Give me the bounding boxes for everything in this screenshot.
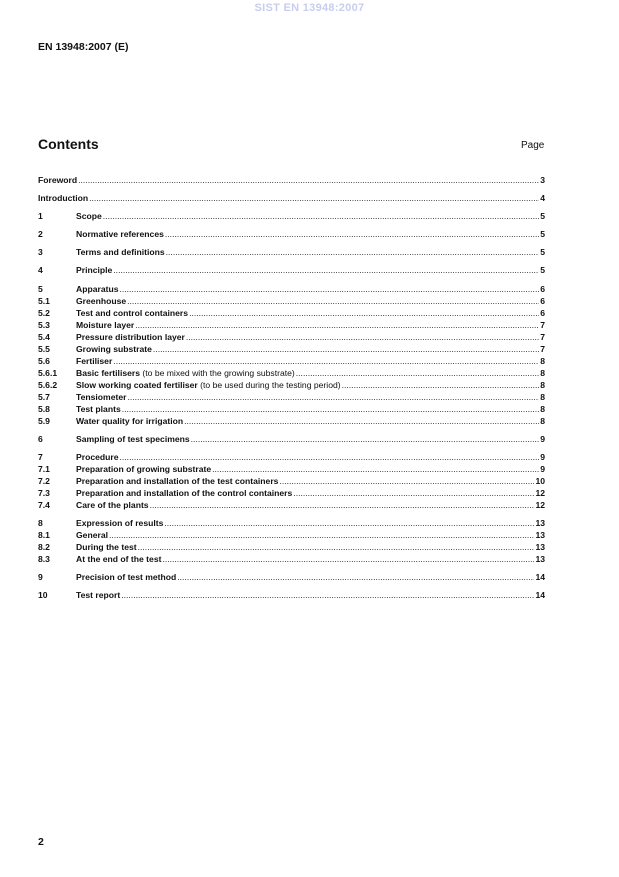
toc-entry-number: 4 bbox=[38, 265, 43, 275]
toc-entry[interactable] bbox=[38, 590, 545, 601]
toc-dot-leader bbox=[165, 229, 539, 240]
toc-dot-leader bbox=[127, 296, 539, 307]
toc-entry-page: 7 bbox=[540, 332, 545, 342]
toc-entry[interactable] bbox=[38, 542, 545, 553]
toc-entry-page: 13 bbox=[535, 530, 545, 540]
toc-entry-page: 12 bbox=[535, 500, 545, 510]
toc-entry-title: Test plants bbox=[76, 404, 121, 414]
toc-entry-title: Greenhouse bbox=[76, 296, 127, 306]
toc-entry-page: 5 bbox=[540, 211, 545, 221]
toc-entry-number: 5.6.2 bbox=[38, 380, 58, 390]
toc-entry[interactable] bbox=[38, 572, 545, 583]
toc-entry-label bbox=[76, 500, 149, 511]
toc-entry-label bbox=[76, 356, 112, 367]
toc-dot-leader bbox=[166, 247, 540, 258]
toc-entry-label bbox=[76, 404, 121, 415]
toc-entry-page: 6 bbox=[540, 296, 545, 306]
toc-dot-leader bbox=[113, 356, 539, 367]
toc-entry-title: Terms and definitions bbox=[76, 247, 165, 257]
toc-entry[interactable] bbox=[38, 344, 545, 355]
toc-dot-leader bbox=[120, 284, 540, 295]
toc-entry[interactable] bbox=[38, 434, 545, 445]
toc-entry[interactable] bbox=[38, 284, 545, 295]
toc-entry-number: 5.2 bbox=[38, 308, 50, 318]
toc-entry-page: 5 bbox=[540, 265, 545, 275]
toc-entry-number: 8.2 bbox=[38, 542, 50, 552]
toc-entry-page: 8 bbox=[540, 356, 545, 366]
toc-dot-leader bbox=[121, 590, 534, 601]
toc-entry-page: 9 bbox=[540, 452, 545, 462]
toc-entry-number: 6 bbox=[38, 434, 43, 444]
toc-entry-title: During the test bbox=[76, 542, 137, 552]
toc-entry-page: 13 bbox=[535, 542, 545, 552]
toc-dot-leader bbox=[103, 211, 539, 222]
toc-entry-title: Sampling of test specimens bbox=[76, 434, 190, 444]
toc-dot-leader bbox=[164, 518, 534, 529]
toc-entry-label bbox=[76, 434, 190, 445]
toc-entry-page: 9 bbox=[540, 464, 545, 474]
toc-entry-number: 5.5 bbox=[38, 344, 50, 354]
toc-entry-label bbox=[76, 572, 176, 583]
toc-entry-page: 8 bbox=[540, 416, 545, 426]
toc-entry-number: 5.6 bbox=[38, 356, 50, 366]
toc-entry-page: 8 bbox=[540, 380, 545, 390]
toc-entry-page: 7 bbox=[540, 320, 545, 330]
toc-entry-label bbox=[76, 265, 112, 276]
toc-dot-leader bbox=[153, 344, 539, 355]
toc-entry[interactable] bbox=[38, 229, 545, 240]
toc-entry-number: 3 bbox=[38, 247, 43, 257]
toc-entry-label bbox=[76, 308, 188, 319]
toc-entry-label bbox=[76, 380, 341, 391]
toc-dot-leader bbox=[150, 500, 535, 511]
toc-entry-page: 7 bbox=[540, 344, 545, 354]
toc-entry-note: (to be used during the testing period) bbox=[197, 380, 341, 390]
toc-entry[interactable] bbox=[38, 356, 545, 367]
toc-dot-leader bbox=[296, 368, 539, 379]
toc-entry-title: Principle bbox=[76, 265, 113, 275]
toc-entry[interactable] bbox=[38, 308, 545, 319]
toc-dot-leader bbox=[135, 320, 539, 331]
toc-entry-label bbox=[76, 542, 137, 553]
toc-entry-title: Moisture layer bbox=[76, 320, 135, 330]
toc-entry-page: 8 bbox=[540, 392, 545, 402]
toc-entry-title: Test and control containers bbox=[76, 308, 189, 318]
toc-entry-title: Fertiliser bbox=[76, 356, 113, 366]
toc-entry-page: 9 bbox=[540, 434, 545, 444]
toc-entry-number: 10 bbox=[38, 590, 48, 600]
toc-entry-label bbox=[76, 320, 134, 331]
toc-entry-number: 7.4 bbox=[38, 500, 50, 510]
toc-entry-title: Scope bbox=[76, 211, 102, 221]
toc-entry-page: 6 bbox=[540, 308, 545, 318]
toc-entry[interactable] bbox=[38, 380, 545, 391]
toc-entry[interactable] bbox=[38, 368, 545, 379]
toc-entry[interactable] bbox=[38, 193, 545, 204]
toc-entry-title: Procedure bbox=[76, 452, 119, 462]
toc-entry-title: Apparatus bbox=[76, 284, 119, 294]
toc-entry-number: 5 bbox=[38, 284, 43, 294]
toc-entry-number: 7 bbox=[38, 452, 43, 462]
toc-dot-leader bbox=[184, 416, 539, 427]
toc-entry-number: 7.1 bbox=[38, 464, 50, 474]
toc-entry-title: Basic fertilisers bbox=[76, 368, 141, 378]
toc-entry-number: 7.2 bbox=[38, 476, 50, 486]
toc-entry-label bbox=[76, 476, 278, 487]
toc-entry-title: Test report bbox=[76, 590, 121, 600]
toc-entry-title: Growing substrate bbox=[76, 344, 152, 354]
toc-entry-number: 5.6.1 bbox=[38, 368, 58, 378]
toc-dot-leader bbox=[78, 175, 539, 186]
toc-entry-label bbox=[76, 284, 119, 295]
toc-entry-title: Introduction bbox=[38, 193, 89, 203]
toc-entry-number: 8 bbox=[38, 518, 43, 528]
toc-entry[interactable] bbox=[38, 320, 545, 331]
toc-entry-number: 8.1 bbox=[38, 530, 50, 540]
toc-dot-leader bbox=[120, 452, 540, 463]
toc-entry-title: Preparation and installation of the control containers bbox=[76, 488, 293, 498]
toc-entry[interactable] bbox=[38, 332, 545, 343]
contents-title: Contents bbox=[38, 136, 99, 152]
toc-entry-label bbox=[38, 193, 88, 204]
toc-entry-label bbox=[76, 530, 108, 541]
toc-entry[interactable] bbox=[38, 476, 545, 487]
toc-entry-title: Preparation and installation of the test containers bbox=[76, 476, 279, 486]
toc-entry[interactable] bbox=[38, 416, 545, 427]
toc-entry-title: Slow working coated fertiliser bbox=[76, 380, 198, 390]
toc-dot-leader bbox=[127, 392, 539, 403]
toc-entry-number: 1 bbox=[38, 211, 43, 221]
toc-dot-leader bbox=[342, 380, 540, 391]
toc-entry-label bbox=[76, 344, 152, 355]
toc-entry-page: 12 bbox=[535, 488, 545, 498]
watermark: SIST EN 13948:2007 bbox=[254, 2, 365, 14]
toc-entry[interactable] bbox=[38, 518, 545, 529]
toc-entry[interactable] bbox=[38, 392, 545, 403]
toc-entry-label bbox=[76, 296, 126, 307]
toc-entry-title: Tensiometer bbox=[76, 392, 127, 402]
toc-entry-label bbox=[76, 416, 183, 427]
toc-entry[interactable] bbox=[38, 175, 545, 186]
toc-entry-title: Preparation of growing substrate bbox=[76, 464, 212, 474]
toc-entry-title: Pressure distribution layer bbox=[76, 332, 185, 342]
toc-dot-leader bbox=[122, 404, 539, 415]
toc-entry-page: 14 bbox=[535, 590, 545, 600]
toc-entry-page: 5 bbox=[540, 229, 545, 239]
toc-entry-title: Precision of test method bbox=[76, 572, 177, 582]
toc-entry-number: 5.3 bbox=[38, 320, 50, 330]
toc-entry-label bbox=[76, 452, 119, 463]
toc-entry-label bbox=[76, 211, 102, 222]
toc-dot-leader bbox=[162, 554, 534, 565]
toc-entry-label bbox=[76, 464, 211, 475]
toc-entry-label bbox=[76, 518, 163, 529]
toc-entry-title: Water quality for irrigation bbox=[76, 416, 184, 426]
toc-entry-title: Normative references bbox=[76, 229, 164, 239]
toc-dot-leader bbox=[186, 332, 539, 343]
toc-entry-title: Expression of results bbox=[76, 518, 164, 528]
toc-entry-number: 9 bbox=[38, 572, 43, 582]
toc-entry-note: (to be mixed with the growing substrate) bbox=[140, 368, 295, 378]
toc-entry-page: 10 bbox=[535, 476, 545, 486]
toc-entry-page: 5 bbox=[540, 247, 545, 257]
toc-entry[interactable] bbox=[38, 247, 545, 258]
toc-dot-leader bbox=[212, 464, 539, 475]
toc-entry-title: Foreword bbox=[38, 175, 78, 185]
page-column-label: Page bbox=[521, 140, 545, 151]
toc-dot-leader bbox=[191, 434, 540, 445]
toc-entry[interactable] bbox=[38, 554, 545, 565]
toc-entry-number: 7.3 bbox=[38, 488, 50, 498]
toc-entry-page: 4 bbox=[540, 193, 545, 203]
toc-dot-leader bbox=[109, 530, 534, 541]
toc-entry-page: 13 bbox=[535, 554, 545, 564]
toc-entry-label bbox=[76, 590, 120, 601]
toc-entry[interactable] bbox=[38, 452, 545, 463]
toc-entry[interactable] bbox=[38, 265, 545, 276]
toc-entry-page: 13 bbox=[535, 518, 545, 528]
toc-entry-title: Care of the plants bbox=[76, 500, 149, 510]
toc-entry-number: 5.1 bbox=[38, 296, 50, 306]
toc-entry-page: 6 bbox=[540, 284, 545, 294]
toc-dot-leader bbox=[89, 193, 539, 204]
toc-entry-label bbox=[76, 229, 164, 240]
toc-entry-title: At the end of the test bbox=[76, 554, 162, 564]
page-number: 2 bbox=[38, 836, 44, 848]
toc-entry-number: 5.7 bbox=[38, 392, 50, 402]
toc-dot-leader bbox=[113, 265, 539, 276]
toc-entry[interactable] bbox=[38, 404, 545, 415]
toc-entry-label bbox=[76, 488, 292, 499]
toc-entry[interactable] bbox=[38, 530, 545, 541]
toc-entry-page: 14 bbox=[535, 572, 545, 582]
toc-dot-leader bbox=[138, 542, 535, 553]
toc-entry-number: 8.3 bbox=[38, 554, 50, 564]
toc-entry-number: 2 bbox=[38, 229, 43, 239]
toc-entry-page: 8 bbox=[540, 368, 545, 378]
toc-entry-page: 8 bbox=[540, 404, 545, 414]
toc-entry[interactable] bbox=[38, 211, 545, 222]
toc-entry-label bbox=[76, 554, 161, 565]
toc-entry-title: General bbox=[76, 530, 109, 540]
toc-entry-number: 5.8 bbox=[38, 404, 50, 414]
toc-entry[interactable] bbox=[38, 488, 545, 499]
toc-entry-page: 3 bbox=[540, 175, 545, 185]
toc-entry-label bbox=[38, 175, 77, 186]
toc-dot-leader bbox=[177, 572, 534, 583]
toc-entry-number: 5.9 bbox=[38, 416, 50, 426]
toc-dot-leader bbox=[293, 488, 534, 499]
standard-id: EN 13948:2007 (E) bbox=[38, 41, 129, 53]
toc-entry-label bbox=[76, 247, 165, 258]
toc-dot-leader bbox=[189, 308, 539, 319]
toc-entry[interactable] bbox=[38, 500, 545, 511]
toc-entry-number: 5.4 bbox=[38, 332, 50, 342]
toc-entry-label bbox=[76, 368, 295, 379]
toc-entry-label bbox=[76, 332, 185, 343]
toc-entry-label bbox=[76, 392, 126, 403]
toc-entry[interactable] bbox=[38, 464, 545, 475]
toc-dot-leader bbox=[279, 476, 534, 487]
toc-entry[interactable] bbox=[38, 296, 545, 307]
